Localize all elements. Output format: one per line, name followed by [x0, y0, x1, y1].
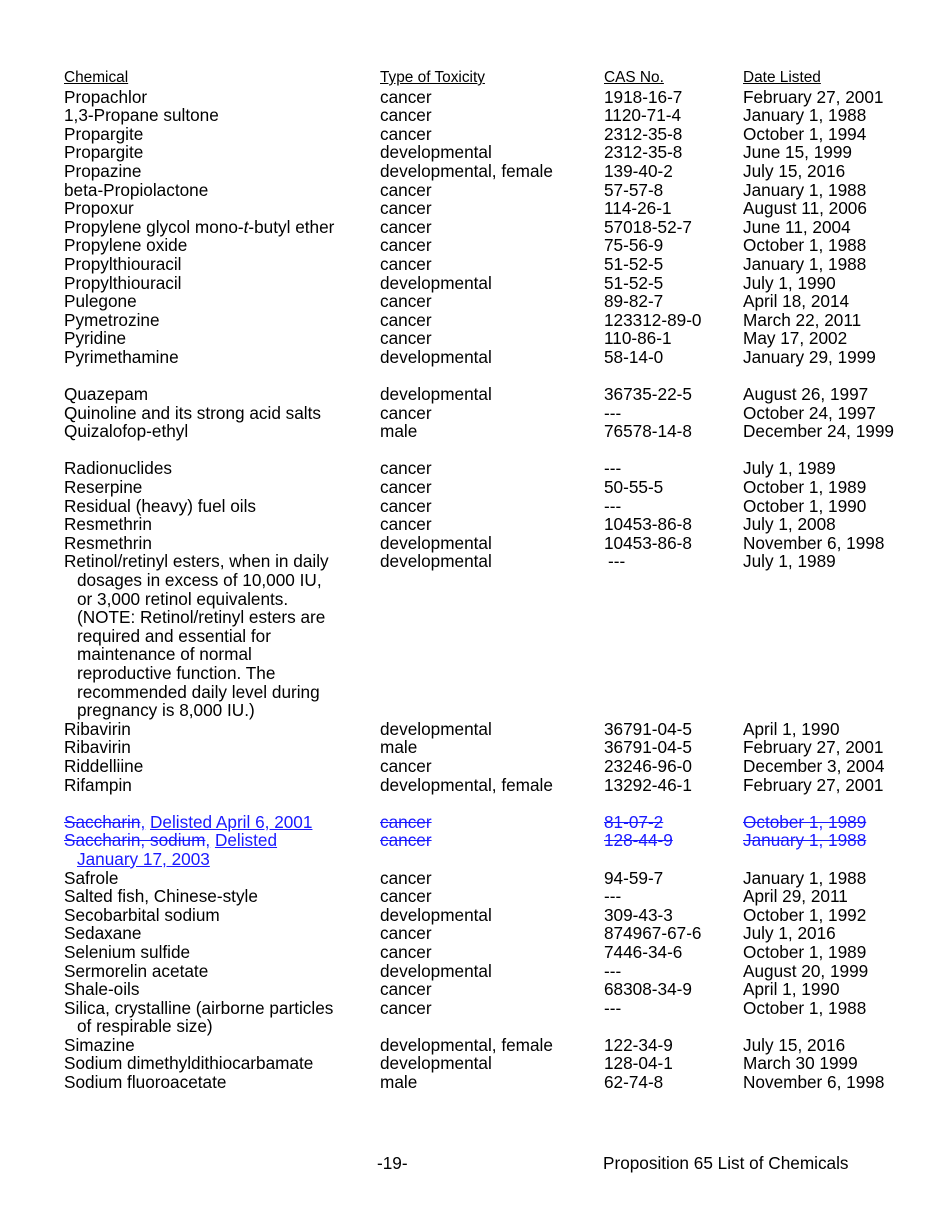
- header-chemical: Chemical: [64, 69, 129, 86]
- cas-number: 110-86-1: [604, 328, 672, 349]
- toxicity-type: cancer: [380, 495, 432, 516]
- date-listed: February 27, 2001: [743, 774, 884, 795]
- cas-number: 139-40-2: [604, 160, 673, 181]
- date-listed: December 24, 1999: [743, 421, 894, 442]
- chemical-name: Quazepam: [64, 384, 149, 405]
- cas-number: 94-59-7: [604, 867, 664, 888]
- group-spacer: [64, 441, 944, 460]
- date-listed: October 1, 1994: [743, 123, 867, 144]
- delisted-note-link[interactable]: Delisted: [214, 830, 278, 851]
- date-listed: April 1, 1990: [743, 979, 840, 1000]
- toxicity-type: developmental: [380, 384, 492, 405]
- toxicity-type: cancer: [380, 123, 432, 144]
- table-row: [64, 88, 944, 107]
- delisted-note-link[interactable]: Delisted April 6, 2001: [150, 811, 313, 832]
- chemical-name-prefix: Propylene glycol mono-: [64, 216, 244, 237]
- group-spacer: [64, 794, 944, 813]
- toxicity-type: cancer: [380, 886, 432, 907]
- date-listed: October 1, 1990: [743, 495, 867, 516]
- date-listed: February 27, 2001: [743, 737, 884, 758]
- cas-number: 128-44-9: [604, 830, 673, 851]
- chemical-name: Propoxur: [64, 198, 134, 219]
- date-listed: May 17, 2002: [743, 328, 848, 349]
- chemical-name: Pyridine: [64, 328, 127, 349]
- chemical-name-continuation: pregnancy is 8,000 IU.): [77, 700, 255, 721]
- date-listed: January 29, 1999: [743, 346, 876, 367]
- cas-number: 1120-71-4: [604, 105, 682, 126]
- toxicity-type: developmental: [380, 272, 492, 293]
- date-listed: November 6, 1998: [743, 1072, 885, 1093]
- retinol-note-line: [64, 590, 944, 609]
- chemical-name: Retinol/retinyl esters, when in daily: [64, 551, 329, 572]
- retinol-note-line: [64, 608, 944, 627]
- toxicity-type: cancer: [380, 477, 432, 498]
- retinol-note-line: [64, 627, 944, 646]
- toxicity-type: cancer: [380, 179, 432, 200]
- cas-number: 58-14-0: [604, 346, 664, 367]
- table-row: [64, 869, 944, 888]
- chemical-name: [64, 218, 334, 237]
- date-listed: July 15, 2016: [743, 160, 846, 181]
- toxicity-type: cancer: [380, 86, 432, 107]
- date-listed: October 1, 1988: [743, 235, 867, 256]
- table-row: [64, 348, 944, 367]
- table-row: [64, 199, 944, 218]
- cas-number: 57018-52-7: [604, 216, 692, 237]
- table-row: [64, 385, 944, 404]
- date-listed: July 1, 2008: [743, 514, 836, 535]
- toxicity-type: cancer: [380, 402, 432, 423]
- toxicity-type: male: [380, 421, 418, 442]
- table-row: [64, 906, 944, 925]
- chemical-name-continuation: or 3,000 retinol equivalents.: [77, 588, 289, 609]
- table-row-delisted: [64, 831, 944, 850]
- date-listed: October 24, 1997: [743, 402, 876, 423]
- toxicity-type: developmental: [380, 532, 492, 553]
- cas-number: 51-52-5: [604, 253, 664, 274]
- toxicity-type: male: [380, 1072, 418, 1093]
- retinol-note-line: [64, 683, 944, 702]
- chemical-name-continuation: reproductive function. The: [77, 663, 276, 683]
- toxicity-type: cancer: [380, 328, 432, 349]
- date-listed: January 1, 1988: [743, 105, 867, 126]
- toxicity-type: cancer: [380, 830, 432, 851]
- table-row: [64, 1073, 944, 1092]
- cas-number: 50-55-5: [604, 477, 664, 498]
- table-row: [64, 1054, 944, 1073]
- date-listed: December 3, 2004: [743, 755, 885, 776]
- date-listed: March 22, 2011: [743, 309, 862, 330]
- chemical-name: Saccharin, Delisted April 6, 2001: [64, 811, 313, 832]
- table-row: [64, 404, 944, 423]
- date-listed: April 1, 1990: [743, 718, 840, 739]
- table-row: [64, 1036, 944, 1055]
- chemical-name: Propargite: [64, 123, 144, 144]
- cas-number: 1918-16-7: [604, 86, 683, 107]
- header-cas: CAS No.: [604, 69, 664, 86]
- table-row: [64, 534, 944, 553]
- toxicity-type: cancer: [380, 253, 432, 274]
- cas-number: ---: [604, 886, 622, 907]
- cas-number: 75-56-9: [604, 235, 664, 256]
- chemical-name: Selenium sulfide: [64, 941, 191, 962]
- chemical-name: Reserpine: [64, 477, 143, 498]
- date-listed: June 15, 1999: [743, 142, 852, 163]
- chemical-name: Propachlor: [64, 86, 148, 107]
- toxicity-type: cancer: [380, 105, 432, 126]
- cas-number: 309-43-3: [604, 904, 673, 925]
- cas-number: 89-82-7: [604, 291, 664, 312]
- chemical-name: Pulegone: [64, 291, 137, 312]
- chemical-name: Sedaxane: [64, 923, 142, 944]
- date-listed: July 1, 1989: [743, 551, 836, 572]
- toxicity-type: cancer: [380, 235, 432, 256]
- table-row: [64, 478, 944, 497]
- toxicity-type: cancer: [380, 514, 432, 535]
- toxicity-type: developmental: [380, 551, 492, 572]
- date-listed: July 15, 2016: [743, 1034, 846, 1055]
- cas-number: 81-07-2: [604, 811, 664, 832]
- cas-number: ---: [608, 551, 626, 572]
- table-row: [64, 125, 944, 144]
- cas-number: 36735-22-5: [604, 384, 692, 405]
- delisted-note-link-continuation[interactable]: January 17, 2003: [77, 848, 210, 869]
- table-row: [64, 943, 944, 962]
- table-row: [64, 924, 944, 943]
- cas-number: ---: [604, 960, 622, 981]
- cas-number: 114-26-1: [604, 198, 672, 219]
- chemical-name: Pymetrozine: [64, 309, 160, 330]
- cas-number: ---: [604, 495, 622, 516]
- table-row: [64, 162, 944, 181]
- chemical-name: Sermorelin acetate: [64, 960, 209, 981]
- table-row: [64, 497, 944, 516]
- table-row: [64, 274, 944, 293]
- toxicity-type: cancer: [380, 458, 432, 479]
- cas-number: 2312-35-8: [604, 142, 683, 163]
- toxicity-type: developmental: [380, 960, 492, 981]
- chemical-name: Propylthiouracil: [64, 253, 182, 274]
- chemical-name-continuation: dosages in excess of 10,000 IU,: [77, 570, 322, 591]
- date-listed: June 11, 2004: [743, 216, 851, 237]
- chemical-name: beta-Propiolactone: [64, 179, 209, 200]
- cas-number: 23246-96-0: [604, 755, 692, 776]
- toxicity-type: cancer: [380, 997, 432, 1018]
- date-listed: July 1, 1990: [743, 272, 836, 293]
- date-listed: January 1, 1988: [743, 830, 867, 851]
- group-spacer: [64, 367, 944, 386]
- table-row: [64, 292, 944, 311]
- chemical-name-continuation: (NOTE: Retinol/retinyl esters are: [77, 607, 326, 628]
- toxicity-type: cancer: [380, 309, 432, 330]
- chemical-name: Residual (heavy) fuel oils: [64, 495, 257, 516]
- date-listed: November 6, 1998: [743, 532, 885, 553]
- chemical-name: Ribavirin: [64, 718, 131, 739]
- date-listed: April 29, 2011: [743, 886, 848, 907]
- table-row: [64, 181, 944, 200]
- date-listed: March 30 1999: [743, 1053, 858, 1074]
- chemical-name: Radionuclides: [64, 458, 172, 479]
- date-listed: February 27, 2001: [743, 86, 884, 107]
- retinol-note-line: [64, 701, 944, 720]
- group-p: [64, 88, 944, 367]
- chemical-name: Rifampin: [64, 774, 132, 795]
- table-row: [64, 738, 944, 757]
- table-row: [64, 329, 944, 348]
- chemical-name: Quizalofop-ethyl: [64, 421, 189, 442]
- date-listed: July 1, 2016: [743, 923, 836, 944]
- toxicity-type: developmental: [380, 1053, 492, 1074]
- toxicity-type: developmental, female: [380, 1034, 553, 1055]
- cas-number: 10453-86-8: [604, 514, 692, 535]
- chemical-name: Resmethrin: [64, 532, 152, 553]
- cas-number: 10453-86-8: [604, 532, 692, 553]
- toxicity-type: cancer: [380, 291, 432, 312]
- toxicity-type: cancer: [380, 216, 432, 237]
- cas-number: ---: [604, 997, 622, 1018]
- toxicity-type: cancer: [380, 198, 432, 219]
- table-row: [64, 106, 944, 125]
- table-row: [64, 962, 944, 981]
- table-row-silica: [64, 999, 944, 1018]
- toxicity-type: developmental: [380, 718, 492, 739]
- table-row: [64, 422, 944, 441]
- header-date: Date Listed: [743, 69, 821, 86]
- cas-number: 36791-04-5: [604, 737, 692, 758]
- group-s: [64, 813, 944, 1092]
- chemical-list: [64, 69, 944, 1092]
- chemical-name-suffix: -butyl ether: [248, 216, 335, 237]
- chemical-name: Silica, crystalline (airborne particles: [64, 997, 334, 1018]
- retinol-note-line: [64, 664, 944, 683]
- date-listed: January 1, 1988: [743, 867, 867, 888]
- date-listed: October 1, 1989: [743, 811, 867, 832]
- chemical-name: Secobarbital sodium: [64, 904, 220, 925]
- table-row: [64, 776, 944, 795]
- date-listed: January 1, 1988: [743, 253, 867, 274]
- table-row-retinol: [64, 552, 944, 571]
- chemical-name: 1,3-Propane sultone: [64, 105, 219, 126]
- cas-number: 68308-34-9: [604, 979, 692, 1000]
- chemical-name: Simazine: [64, 1034, 135, 1055]
- table-row: [64, 757, 944, 776]
- cas-number: 123312-89-0: [604, 309, 702, 330]
- group-q: [64, 385, 944, 441]
- toxicity-type: cancer: [380, 867, 432, 888]
- chemical-name: Resmethrin: [64, 514, 152, 535]
- delisted-chemical-name: Saccharin: [64, 811, 141, 832]
- toxicity-type: cancer: [380, 979, 432, 1000]
- table-row: [64, 720, 944, 739]
- date-listed: October 1, 1988: [743, 997, 867, 1018]
- toxicity-type: developmental, female: [380, 774, 553, 795]
- chemical-name: Propylene oxide: [64, 235, 188, 256]
- chemical-name: Sodium fluoroacetate: [64, 1072, 227, 1093]
- chemical-name: Saccharin, sodium, Delisted: [64, 830, 278, 851]
- toxicity-type: cancer: [380, 755, 432, 776]
- chemical-name: Safrole: [64, 867, 119, 888]
- date-listed: August 20, 1999: [743, 960, 869, 981]
- cas-number: 122-34-9: [604, 1034, 673, 1055]
- chemical-name: Shale-oils: [64, 979, 140, 1000]
- chemical-name-continuation: recommended daily level during: [77, 681, 320, 702]
- chemical-name: Salted fish, Chinese-style: [64, 886, 258, 907]
- date-listed: October 1, 1989: [743, 477, 867, 498]
- chemical-name: Riddelliine: [64, 755, 144, 776]
- delisted-chemical-name: Saccharin, sodium: [64, 830, 206, 851]
- group-r: [64, 459, 944, 794]
- table-row: [64, 980, 944, 999]
- silica-name-line: [64, 1017, 944, 1036]
- cas-number: ---: [604, 458, 622, 479]
- table-row: [64, 218, 944, 237]
- toxicity-type: developmental: [380, 904, 492, 925]
- toxicity-type: cancer: [380, 923, 432, 944]
- chemical-name-continuation: of respirable size): [77, 1016, 213, 1037]
- cas-number: 51-52-5: [604, 272, 664, 293]
- chemical-name-italic: t: [243, 216, 249, 237]
- date-listed: January 1, 1988: [743, 179, 867, 200]
- document-title: Proposition 65 List of Chemicals: [603, 1153, 849, 1173]
- date-listed: August 11, 2006: [743, 198, 867, 219]
- chemical-name-continuation: maintenance of normal: [77, 644, 252, 665]
- chemical-name: Propargite: [64, 142, 144, 163]
- cas-number: 76578-14-8: [604, 421, 692, 442]
- cas-number: 57-57-8: [604, 179, 664, 200]
- table-row-delisted: [64, 813, 944, 832]
- toxicity-type: cancer: [380, 941, 432, 962]
- retinol-note-line: [64, 645, 944, 664]
- delisted-note-line: [64, 850, 944, 869]
- toxicity-type: cancer: [380, 811, 432, 832]
- date-listed: October 1, 1989: [743, 941, 867, 962]
- toxicity-type: developmental, female: [380, 160, 553, 181]
- chemical-name: Ribavirin: [64, 737, 131, 758]
- toxicity-type: developmental: [380, 142, 492, 163]
- chemical-name-continuation: required and essential for: [77, 625, 271, 646]
- cas-number: 128-04-1: [604, 1053, 673, 1074]
- chemical-name: Pyrimethamine: [64, 346, 179, 367]
- table-row: [64, 311, 944, 330]
- chemical-name: Propylthiouracil: [64, 272, 182, 293]
- chemical-name: Sodium dimethyldithiocarbamate: [64, 1053, 314, 1074]
- table-row: [64, 887, 944, 906]
- cas-number: 62-74-8: [604, 1072, 664, 1093]
- cas-number: 7446-34-6: [604, 941, 683, 962]
- date-listed: October 1, 1992: [743, 904, 867, 925]
- chemical-name: Quinoline and its strong acid salts: [64, 402, 321, 423]
- date-listed: August 26, 1997: [743, 384, 869, 405]
- page-number: -19-: [377, 1153, 408, 1173]
- cas-number: 874967-67-6: [604, 923, 702, 944]
- date-listed: July 1, 1989: [743, 458, 836, 479]
- table-row: [64, 459, 944, 478]
- retinol-note-line: [64, 571, 944, 590]
- cas-number: ---: [604, 402, 622, 423]
- table-row: [64, 143, 944, 162]
- toxicity-type: developmental: [380, 346, 492, 367]
- cas-number: 36791-04-5: [604, 718, 692, 739]
- toxicity-type: male: [380, 737, 418, 758]
- table-header: [64, 69, 944, 88]
- date-listed: April 18, 2014: [743, 291, 850, 312]
- cas-number: 13292-46-1: [604, 774, 692, 795]
- cas-number: 2312-35-8: [604, 123, 683, 144]
- table-row: [64, 255, 944, 274]
- chemical-name: Propazine: [64, 160, 142, 181]
- table-row: [64, 515, 944, 534]
- header-toxicity: Type of Toxicity: [380, 69, 485, 86]
- table-row: [64, 236, 944, 255]
